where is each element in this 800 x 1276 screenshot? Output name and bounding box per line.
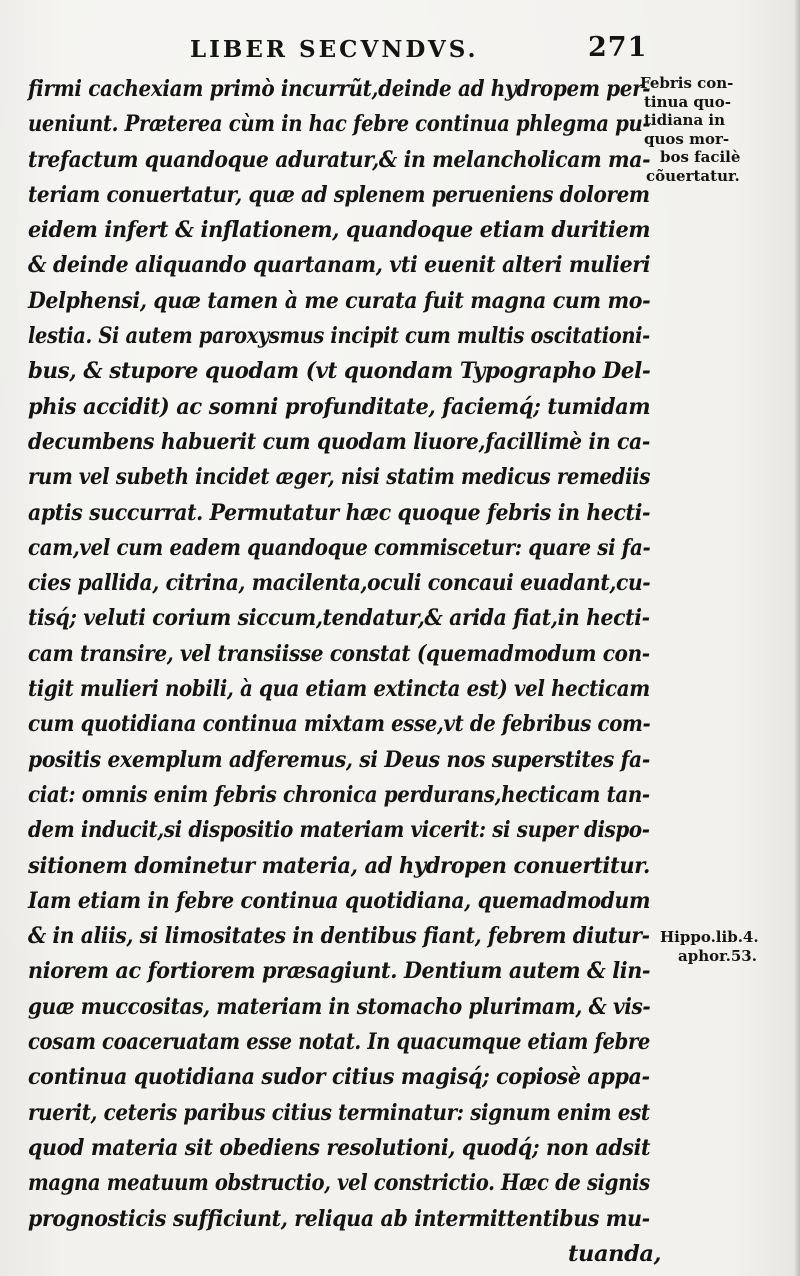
margin-note-line: quos mor- [644, 129, 730, 148]
text-line: teriam conuertatur, quæ ad splenem perueniens dolorem [28, 181, 650, 208]
text-line: cam,vel cum eadem quandoque commiscetur: quare si fa- [28, 534, 651, 561]
running-head [0, 32, 800, 72]
margin-note-line: Febris con- [640, 74, 734, 92]
text-line: cosam coaceruatam esse notat. In quacumque etiam febre [28, 1029, 651, 1056]
page-number: 271 [588, 32, 648, 63]
text-line: tisq́; veluti corium siccum,tendatur,& arida fiat,in hecti- [28, 605, 650, 632]
text-line: tigit mulieri nobili, à qua etiam extincta est) vel hecticam [28, 676, 650, 703]
page-edge-shadow [794, 0, 800, 1276]
margin-note-line: cõuertatur. [646, 166, 740, 185]
text-line: lestia. Si autem paroxysmus incipit cum multis oscitationi- [28, 323, 650, 350]
text-line: cum quotidiana continua mixtam esse,vt de febribus com- [28, 711, 651, 738]
text-line: rum vel subeth incidet æger, nisi statim medicus remediis [28, 464, 651, 491]
text-line: niorem ac fortiorem præsagiunt. Dentium autem & lin- [28, 958, 651, 985]
text-line: firmi cachexiam primò incurrũt,deinde ad hydropem per- [28, 76, 651, 102]
text-line: cam transire, vel transiisse constat (quemadmodum con- [28, 640, 650, 667]
text-line: decumbens habuerit cum quodam liuore,facillimè in ca- [28, 428, 650, 455]
text-line: phis accidit) ac somni profunditate, faciemq́; tumidam [28, 393, 651, 420]
text-line: & in aliis, si limositates in dentibus fiant, febrem diutur- [28, 923, 650, 950]
text-line: magna meatuum obstructio, vel constrictio. Hæc de signis [28, 1170, 650, 1197]
text-line: eidem infert & inflationem, quandoque etiam duritiem [28, 217, 651, 244]
text-line: Delphensi, quæ tamen à me curata fuit magna cum mo- [28, 287, 651, 314]
body-text [28, 72, 660, 1272]
text-line: cies pallida, citrina, macilenta,oculi concaui euadant,cu- [28, 570, 651, 597]
running-title: LIBER SECVNDVS. [190, 36, 479, 63]
margin-note-hippo [660, 928, 759, 965]
text-line: quod materia sit obediens resolutioni, quodq́; non adsit [28, 1134, 651, 1161]
text-line: ueniunt. Præterea cùm in hac febre continua phlegma pu- [28, 111, 651, 138]
margin-note-line: Hippo.lib.4. [660, 928, 759, 946]
text-line: Iam etiam in febre continua quotidiana, quemadmodum [28, 887, 651, 914]
margin-note-febris [640, 74, 740, 185]
text-line: continua quotidiana sudor citius magisq́; copiosè appa- [28, 1064, 650, 1091]
text-line: dem inducit,si dispositio materiam vicerit: si super dispo- [28, 817, 650, 844]
text-line: bus, & stupore quodam (vt quondam Typographo Del- [28, 358, 651, 385]
text-line: tuanda, [568, 1240, 662, 1267]
text-line: ruerit, ceteris paribus citius terminatur: signum enim est [28, 1099, 650, 1126]
margin-note-line: tidiana in [644, 111, 725, 129]
margin-note-line: tinua quo- [644, 92, 732, 111]
text-line: ciat: omnis enim febris chronica perdurans,hecticam tan- [28, 781, 650, 808]
margin-note-line: bos facilè [660, 148, 741, 166]
text-line: trefactum quandoque aduratur,& in melancholicam ma- [28, 146, 651, 173]
text-line: prognosticis sufficiunt, reliqua ab intermittentibus mu- [28, 1205, 650, 1232]
text-line: guæ muccositas, materiam in stomacho plurimam, & vis- [28, 993, 651, 1020]
text-line: & deinde aliquando quartanam, vti euenit alteri mulieri [28, 252, 651, 279]
margin-note-line: aphor.53. [678, 946, 757, 965]
text-line: aptis succurrat. Permutatur hæc quoque febris in hecti- [28, 499, 651, 526]
text-line: sitionem dominetur materia, ad hydropen conuertitur. [28, 852, 651, 879]
text-line: positis exemplum adferemus, si Deus nos superstites fa- [28, 746, 650, 773]
